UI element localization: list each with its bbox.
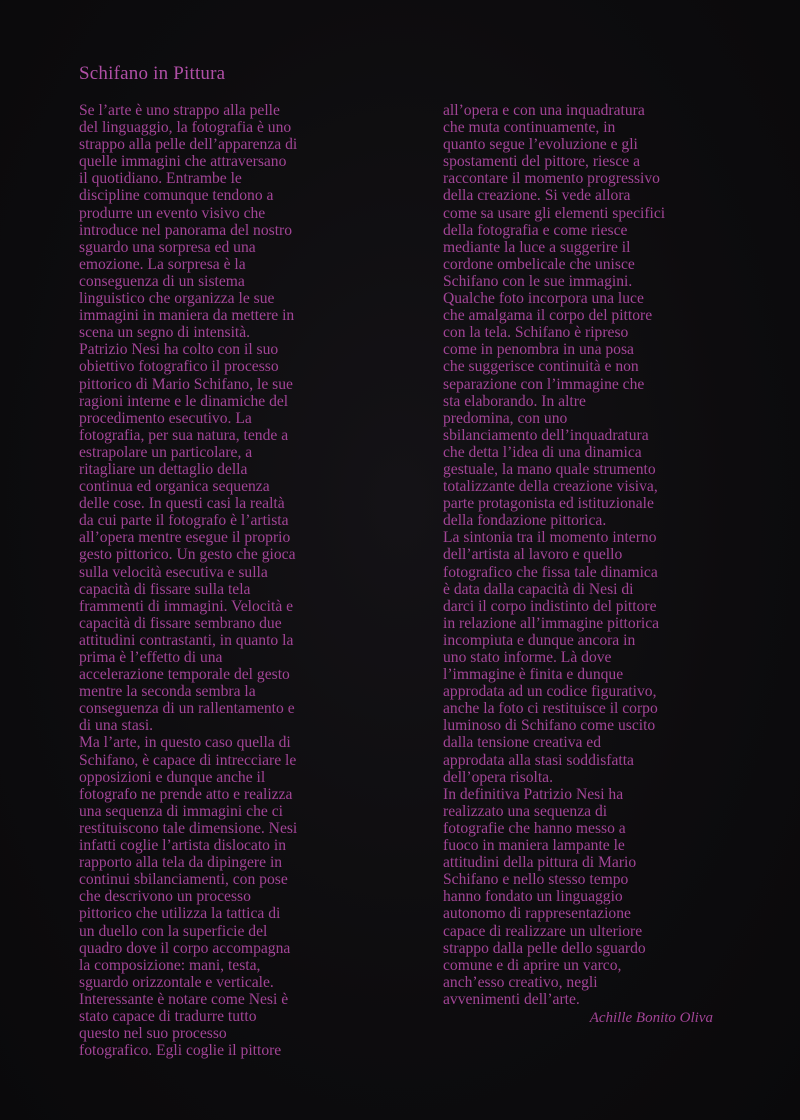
text-line: raccontare il momento progressivo	[443, 170, 660, 188]
text-line: della fotografia e come riesce	[443, 221, 628, 239]
text-line: anch’esso creativo, negli	[443, 973, 598, 991]
left-column	[79, 102, 369, 1059]
text-line: Ma l’arte, in questo caso quella di	[79, 734, 291, 752]
text-line: gesto pittorico. Un gesto che gioca	[79, 546, 296, 564]
right-column	[443, 102, 743, 1027]
text-line: fuoco in maniera lampante le	[443, 837, 625, 855]
text-line: capacità di fissare sembrano due	[79, 614, 282, 632]
text-line: avvenimenti dell’arte.	[443, 990, 580, 1008]
right-column-text	[443, 102, 743, 1008]
text-line: attitudini della pittura di Mario	[443, 854, 637, 872]
text-line: sguardo una sorpresa ed una	[79, 238, 256, 256]
text-line: Interessante è notare come Nesi è	[79, 990, 289, 1008]
text-line: come sa usare gli elementi specifici	[443, 204, 666, 222]
text-line: conseguenza di un rallentamento e	[79, 700, 295, 718]
text-line: il quotidiano. Entrambe le	[79, 170, 242, 188]
text-line: pittorico che utilizza la tattica di	[79, 905, 281, 923]
text-line: del linguaggio, la fotografia è uno	[79, 119, 292, 137]
text-line: l’immagine è finita e dunque	[443, 666, 624, 684]
text-line: dell’artista al lavoro e quello	[443, 546, 623, 564]
text-line: fotografico. Egli coglie il pittore	[79, 1042, 282, 1060]
text-line: approdata ad un codice figurativo,	[443, 683, 657, 701]
text-line: separazione con l’immagine che	[443, 375, 645, 393]
text-line: all’opera e con una inquadratura	[443, 102, 645, 119]
text-line: gestuale, la mano quale strumento	[443, 460, 656, 478]
text-line: realizzato una sequenza di	[443, 802, 608, 820]
text-line: approdata alla stasi soddisfatta	[443, 751, 634, 769]
text-line: La sintonia tra il momento interno	[443, 529, 657, 547]
text-line: sguardo orizzontale e verticale.	[79, 973, 274, 991]
text-line: che amalgama il corpo del pittore	[443, 307, 653, 325]
text-line: anche la foto ci restituisce il corpo	[443, 700, 658, 718]
text-line: quadro dove il corpo accompagna	[79, 939, 291, 957]
text-line: produrre un evento visivo che	[79, 204, 266, 222]
text-line: estrapolare un particolare, a	[79, 443, 253, 461]
text-line: stato capace di tradurre tutto	[79, 1007, 257, 1025]
text-line: continua ed organica sequenza	[79, 478, 270, 496]
text-line: spostamenti del pittore, riesce a	[443, 153, 641, 171]
text-line: fotografie che hanno messo a	[443, 819, 626, 837]
text-line: In definitiva Patrizio Nesi ha	[443, 785, 624, 803]
text-line: questo nel suo processo	[79, 1025, 227, 1043]
text-line: comune e di aprire un varco,	[443, 956, 622, 974]
text-line: quelle immagini che attraversano	[79, 153, 287, 171]
text-line: con la tela. Schifano è ripreso	[443, 324, 629, 342]
text-line: da cui parte il fotografo è l’artista	[79, 512, 289, 530]
text-line: infatti coglie l’artista dislocato in	[79, 837, 286, 855]
text-line: dalla tensione creativa ed	[443, 734, 602, 752]
text-line: mentre la seconda sembra la	[79, 683, 256, 701]
text-line: opposizioni e dunque anche il	[79, 768, 266, 786]
text-line: fotografico che fissa tale dinamica	[443, 563, 658, 581]
text-line: sulla velocità esecutiva e sulla	[79, 563, 268, 581]
text-line: luminoso di Schifano come uscito	[443, 717, 656, 735]
text-line: linguistico che organizza le sue	[79, 290, 275, 308]
text-line: di una stasi.	[79, 717, 154, 735]
text-line: la composizione: mani, testa,	[79, 956, 261, 974]
text-line: discipline comunque tendono a	[79, 187, 274, 205]
text-line: emozione. La sorpresa è la	[79, 255, 246, 273]
text-line: della fondazione pittorica.	[443, 512, 607, 530]
text-line: in relazione all’immagine pittorica	[443, 614, 660, 632]
text-line: scena un segno di intensità.	[79, 324, 251, 342]
text-line: totalizzante della creazione visiva,	[443, 478, 658, 496]
text-line: pittorico di Mario Schifano, le sue	[79, 375, 293, 393]
text-line: predomina, con uno	[443, 409, 568, 427]
text-line: mediante la luce a suggerire il	[443, 238, 631, 256]
text-line: Schifano e nello stesso tempo	[443, 871, 629, 889]
text-line: ritagliare un dettaglio della	[79, 460, 248, 478]
text-line: rapporto alla tela da dipingere in	[79, 854, 283, 872]
text-line: frammenti di immagini. Velocità e	[79, 597, 294, 615]
text-line: ragioni interne e le dinamiche del	[79, 392, 289, 410]
text-line: strappo alla pelle dell’apparenza di	[79, 136, 298, 154]
text-line: autonomo di rappresentazione	[443, 905, 631, 923]
text-line: introduce nel panorama del nostro	[79, 221, 293, 239]
text-line: Schifano, è capace di intrecciare le	[79, 751, 297, 769]
text-line: che muta continuamente, in	[443, 119, 616, 137]
text-line: attitudini contrastanti, in quanto la	[79, 631, 294, 649]
text-line: sta elaborando. In altre	[443, 392, 586, 410]
text-line: un duello con la superficie del	[79, 922, 268, 940]
text-line: all’opera mentre esegue il proprio	[79, 529, 291, 547]
text-line: capace di realizzare un ulteriore	[443, 922, 643, 940]
text-line: Patrizio Nesi ha colto con il suo	[79, 341, 279, 359]
text-line: conseguenza di un sistema	[79, 272, 245, 290]
text-line: Qualche foto incorpora una luce	[443, 290, 644, 308]
text-line: sbilanciamento dell’inquadratura	[443, 426, 649, 444]
text-line: che detta l’idea di una dinamica	[443, 443, 642, 461]
text-line: uno stato informe. Là dove	[443, 649, 612, 666]
text-line: delle cose. In questi casi la realtà	[79, 495, 285, 513]
text-line: Schifano con le sue immagini.	[443, 272, 633, 290]
text-line: dell’opera risolta.	[443, 768, 553, 786]
text-line: immagini in maniera da mettere in	[79, 307, 295, 325]
text-line: continui sbilanciamenti, con pose	[79, 871, 288, 889]
text-line: incompiuta e dunque ancora in	[443, 631, 636, 649]
text-line: procedimento esecutivo. La	[79, 409, 252, 427]
text-line: che suggerisce continuità e non	[443, 358, 639, 376]
text-line: come in penombra in una posa	[443, 341, 634, 359]
text-line: Se l’arte è uno strappo alla pelle	[79, 102, 280, 119]
text-line: fotografia, per sua natura, tende a	[79, 426, 289, 444]
text-line: della creazione. Si vede allora	[443, 187, 631, 205]
text-line: cordone ombelicale che unisce	[443, 255, 635, 273]
text-line: parte protagonista ed istituzionale	[443, 495, 654, 513]
page-title: Schifano in Pittura	[79, 63, 226, 84]
author-signature: Achille Bonito Oliva	[589, 1009, 713, 1026]
text-line: accelerazione temporale del gesto	[79, 666, 290, 684]
text-line: strappo dalla pelle dello sguardo	[443, 939, 646, 957]
text-line: darci il corpo indistinto del pittore	[443, 597, 657, 615]
text-line: fotografo ne prende atto e realizza	[79, 785, 293, 803]
text-line: capacità di fissare sulla tela	[79, 580, 251, 598]
text-line: una sequenza di immagini che ci	[79, 802, 283, 820]
text-line: quanto segue l’evoluzione e gli	[443, 136, 638, 154]
text-line: hanno fondato un linguaggio	[443, 888, 623, 906]
text-line: è data dalla capacità di Nesi di	[443, 580, 634, 598]
text-line: che descrivono un processo	[79, 888, 251, 906]
text-line: restituiscono tale dimensione. Nesi	[79, 819, 298, 837]
text-line: prima è l’effetto di una	[79, 649, 223, 666]
text-line: obiettivo fotografico il processo	[79, 358, 279, 376]
